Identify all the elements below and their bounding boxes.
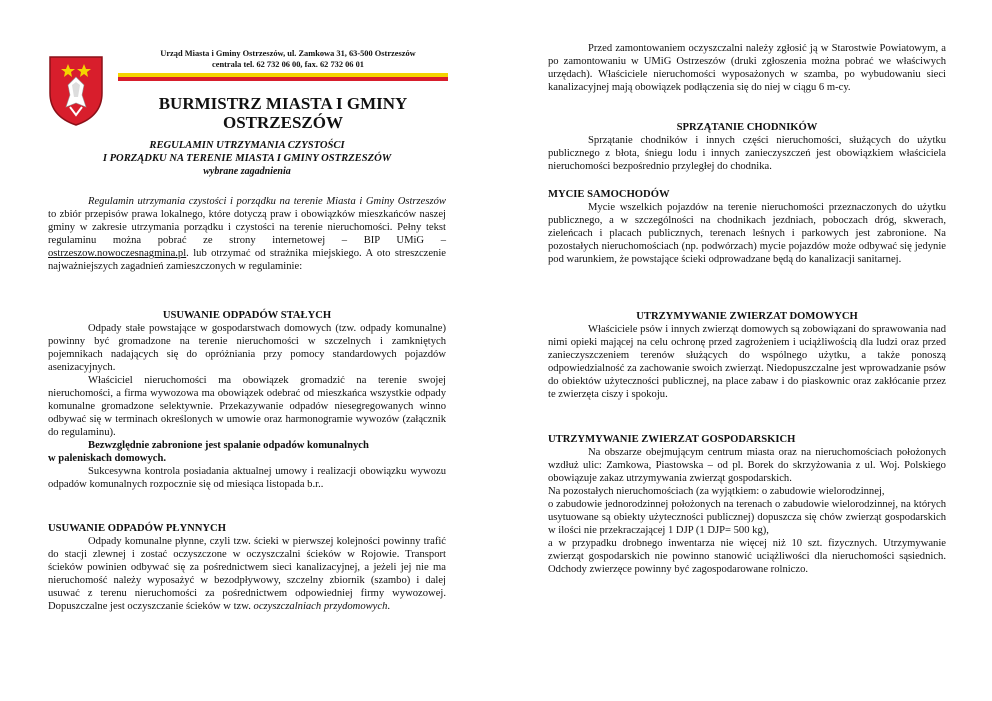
car-washing-heading: MYCIE SAMOCHODÓW bbox=[548, 189, 670, 200]
regulation-line-1: REGULAMIN UTRZYMANIA CZYSTOŚCI bbox=[149, 140, 345, 151]
solid-waste-section bbox=[48, 309, 446, 491]
farm-p4: a w przypadku drobnego inwentarza nie więcej niż 10 szt. fizycznych. Utrzymywanie zwierząt gospodarskich nie powinno stanowić uciążliwości dla nieruchomości sąsiednich. Odchody zwierzęce powinny być zagospodarowane rolniczo. bbox=[548, 538, 946, 575]
liquid-p1c: w bezodpływowy, szczelny zbiornik (szambo) i dalej usuwać z terenu nieruchomości za pośrednictwem odpowiedniej firmy wywozowej. Dopuszczalne jest oczyszczanie ścieków w tzw. bbox=[48, 575, 446, 612]
liquid-waste-heading: USUWANIE ODPADÓW PŁYNNYCH bbox=[48, 523, 226, 534]
bip-link[interactable]: ostrzeszow.nowoczesnagmina.pl bbox=[48, 248, 187, 259]
liquid-italic: oczyszczalniach przydomowych bbox=[253, 601, 388, 612]
intro-text-3: i czystości na terenie nieruchomości. Pełny tekst regulaminu można pobrać ze strony internetowej – BIP UMiG – bbox=[48, 222, 447, 246]
intro-italic-1: Regulamin utrzymania czystości i porządku na terenie Miasta bbox=[88, 196, 356, 207]
intro-text-4: . lub otrzymać od strażnika miejskiego. A oto streszczenie najważniejszych zagadnień zamieszczonych w regulaminie: bbox=[48, 248, 446, 272]
sidewalks-section bbox=[548, 121, 946, 173]
solid-p1: Odpady stałe powstające w gospodarstwach domowych (tzw. odpady komunalne) powinny być gromadzone na terenie nieruchomości w szczelnych bbox=[48, 323, 446, 347]
pets-p1b: i uciążliwością dla ludzi oraz przed zanieczyszczeniem terenów służących do wspólnego użytku, a także ponoszą odpowiedzialność za zachowanie swoich zwierząt. Niedopuszczalne jest wprowadzanie psów do obiektów użyteczności publicznej, na place zabaw i do piaskownic oraz zakłócanie przez te zwierzęta ciszy i spokoju. bbox=[548, 337, 947, 400]
page-title bbox=[118, 94, 448, 132]
pets-section bbox=[548, 310, 946, 401]
regulation-title bbox=[48, 139, 446, 178]
treatment-p1b: w szamba, po wybudowaniu sieci kanalizacyjnej mają obowiązek podłączenia się do niej w ciągu 6 m-cy. bbox=[548, 69, 946, 93]
address-line-1: Urząd Miasta i Gminy Ostrzeszów, ul. Zamkowa 31, 63-500 Ostrzeszów bbox=[160, 49, 416, 58]
intro-paragraph bbox=[48, 195, 446, 273]
sidewalks-p1: Sprzątanie chodników i innych części nieruchomości, służących do użytku publicznego z błota, śniegu lodu i innych zanieczyszczeń jest obowiązkiem właściciela nieruchomości bezpośrednio przyległej do chodnika. bbox=[548, 135, 946, 172]
intro-text-2: i obowiązków mieszkańców naszej gminy w zakresie utrzymania porządku bbox=[48, 209, 446, 233]
coat-of-arms-logo bbox=[48, 55, 104, 127]
title-line-1: BURMISTRZ MIASTA I GMINY bbox=[158, 94, 408, 113]
pets-heading: UTRZYMYWANIE ZWIERZAT DOMOWYCH bbox=[636, 311, 858, 322]
regulation-line-3: wybrane zagadnienia bbox=[203, 166, 291, 177]
solid-burning-ban-2: w paleniskach domowych. bbox=[48, 453, 167, 464]
solid-p4: Sukcesywna kontrola posiadania aktualnej umowy i realizacji obowiązku wywozu odpadów komunalnych rozpocznie się od miesiąca listopada b.r.. bbox=[48, 466, 446, 490]
solid-waste-heading: USUWANIE ODPADÓW STAŁYCH bbox=[162, 310, 332, 321]
pets-p1: Właściciele psów i innych zwierząt domowych są zobowiązani do sprawowania nad nimi opieki mającej na celu ochronę przed zagrożeniem bbox=[548, 324, 946, 348]
intro-italic-2: i Gminy Ostrzeszów bbox=[359, 196, 446, 207]
farm-p1b: z ul. Woj. Polskiego obowiązuje zakaz utrzymywania zwierząt gospodarskich. bbox=[548, 460, 946, 484]
sidewalks-heading: SPRZĄTANIE CHODNIKÓW bbox=[676, 122, 818, 133]
farm-p1: Na obszarze obejmującym centrum miasta oraz na nieruchomościach położonych wzdłuż ulic: Zamkowa, Piastowska – od pl. Borek do skrzyżowania bbox=[548, 447, 946, 471]
address-line-2: centrala tel. 62 732 06 00, fax. 62 732 06 01 bbox=[212, 60, 364, 69]
car-washing-p1: Mycie wszelkich pojazdów na terenie nieruchomości przeznaczonych do użytku publicznego, a w szczególności na chodnikach jezdniach, poboczach dróg, skwerach, zieleńcach i placach publicznych, terenach leśnych i parkowych jest zabronione. Na pozostałych nieruchomościach (np. podwórzach) mycie pojazdów może odbywać się jedynie pod warunkiem, że powstające ścieki odprowadzane będą do kanalizacji sanitarnej. bbox=[548, 202, 946, 265]
title-line-2: OSTRZESZÓW bbox=[223, 113, 343, 132]
liquid-end: . bbox=[387, 601, 391, 612]
treatment-plant-paragraph bbox=[548, 42, 946, 94]
regulation-line-2: I PORZĄDKU NA TERENIE MIASTA I GMINY OSTRZESZÓW bbox=[102, 153, 392, 164]
farm-p3: o zabudowie jednorodzinnej położonych na terenach o zabudowie wielorodzinnej, na których usytuowane są obiekty użyteczności publicznej) dopuszcza się chów zwierząt gospodarskich w ilości nie przekraczającej 1 DJP (1 DJP= 500 kg), bbox=[548, 499, 946, 536]
liquid-waste-section bbox=[48, 522, 446, 613]
car-washing-section bbox=[548, 188, 946, 266]
liquid-p1: Odpady komunalne płynne, czyli tzw. ścieki w pierwszej kolejności powinny trafić do stacji zlewnej i zostać oczyszczone w oczyszczalni ścieków bbox=[48, 536, 446, 560]
treatment-p1: Przed zamontowaniem oczyszczalni należy zgłosić ją w Starostwie Powiatowym, a po zamontowaniu w UMiG Ostrzeszów (druki zgłoszenia można pobrać we właściwych urzędach). Właściciele nieruchomości wyposażonych bbox=[548, 43, 946, 80]
liquid-p1b: w Rojowie. Transport ścieków powinien odbywać się za pośrednictwem sieci kanalizacyjnej, a jeżeli jej nie ma nieruchomość należy wyposażyć bbox=[48, 549, 446, 586]
farm-animals-section bbox=[548, 433, 946, 576]
solid-p2: Właściciel nieruchomości ma obowiązek gromadzić na terenie swojej nieruchomości, a firma wywozowa ma obowiązek odebrać od mieszkańca wszystkie odpady komunalne gromadzone selektywnie. Przekazywanie odpadów niesegregowanych winno odbywać się w terminach określonych w umowie oraz harmonogramie wywozów (załącznik do regulaminu). bbox=[48, 375, 446, 438]
farm-animals-heading: UTRZYMYWANIE ZWIERZAT GOSPODARSKICH bbox=[548, 434, 796, 445]
intro-text-1: to zbiór przepisów prawa lokalnego, które dotyczą praw bbox=[48, 209, 292, 220]
header-rule-red bbox=[118, 77, 448, 81]
solid-p1b: i zamkniętych pojemnikach nadających się do opróżniania przy pomocy standardowych pojazdów asenizacyjnych. bbox=[48, 336, 447, 373]
farm-p2: Na pozostałych nieruchomościach (za wyjątkiem: o zabudowie wielorodzinnej, bbox=[548, 486, 885, 497]
office-address bbox=[118, 48, 458, 70]
solid-burning-ban: Bezwzględnie zabronione jest spalanie odpadów komunalnych bbox=[88, 440, 369, 451]
